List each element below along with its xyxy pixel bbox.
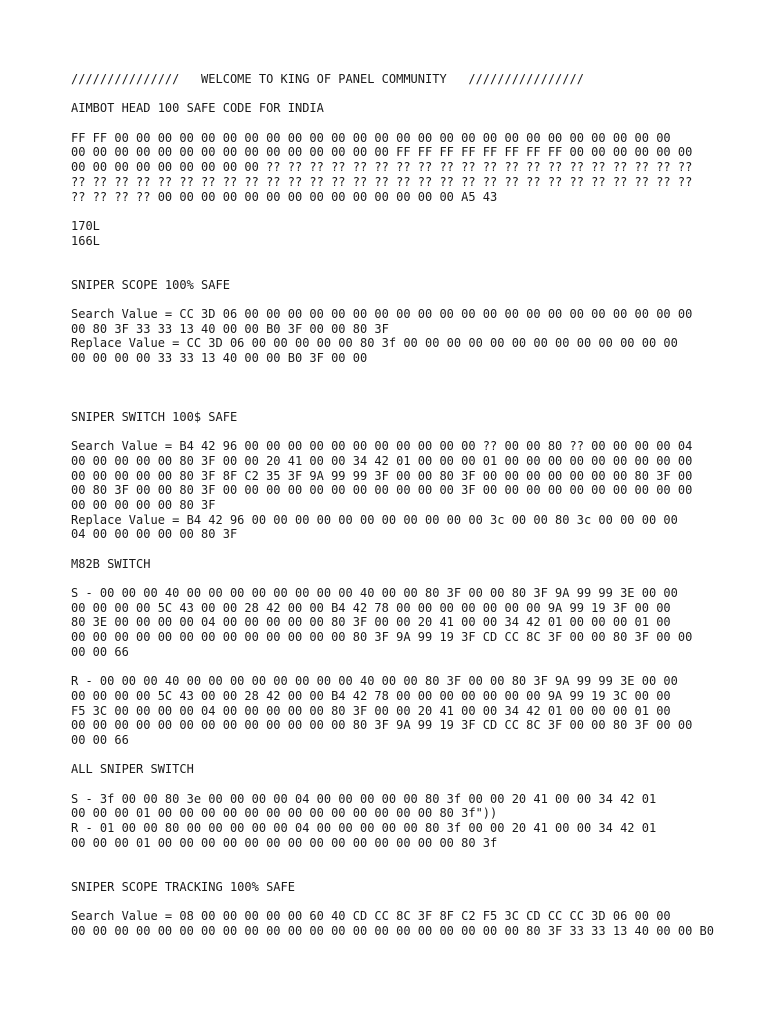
document-line: F5 3C 00 00 00 00 04 00 00 00 00 00 80 3F 00 00 20 41 00 00 34 42 01 00 00 00 01 00: [71, 703, 671, 718]
text-document: [71, 72, 751, 939]
document-line: Search Value = CC 3D 06 00 00 00 00 00 00 00 00 00 00 00 00 00 00 00 00 00 00 00 00 00: [71, 307, 693, 321]
document-line: R - 00 00 00 40 00 00 00 00 00 00 00 00 40 00 00 80 3F 00 00 80 3F 9A 99 99 3E 00 00: [71, 674, 678, 689]
document-line: [71, 87, 751, 102]
document-line: 00 00 00 00 00 00 00 00 00 00 00 00 00 00 00 FF FF FF FF FF FF FF FF 00 00 00 00 00 00: [71, 145, 693, 160]
document-line: [71, 380, 751, 395]
document-line: 00 00 00 00 00 80 3F: [71, 497, 216, 512]
document-line: SNIPER SCOPE TRACKING 100% SAFE: [71, 879, 295, 894]
document-line: Search Value = B4 42 96 00 00 00 00 00 00 00 00 00 00 00 ?? 00 00 80 ?? 00 00 00 00 04: [71, 439, 693, 454]
document-line: [71, 116, 751, 131]
document-line: 00 00 00 00 00 00 00 00 00 00 00 00 00 80 3F 9A 99 19 3F CD CC 8C 3F 00 00 80 3F 00 00: [71, 630, 693, 645]
document-line: M82B SWITCH: [71, 556, 151, 571]
document-line: [71, 865, 751, 880]
document-line: 00 00 00 01 00 00 00 00 00 00 00 00 00 00 00 00 00 00 80 3f: [71, 835, 498, 850]
document-line: [71, 248, 751, 263]
document-line: [71, 292, 751, 307]
document-line: AIMBOT HEAD 100 SAFE CODE FOR INDIA: [71, 101, 324, 116]
document-line: [71, 204, 751, 219]
document-line: S - 00 00 00 40 00 00 00 00 00 00 00 00 40 00 00 80 3F 00 00 80 3F 9A 99 99 3E 00 00: [71, 586, 678, 601]
document-line: [71, 777, 751, 792]
document-line: 00 80 3F 00 00 80 3F 00 00 00 00 00 00 00 00 00 00 00 3F 00 00 00 00 00 00 00 00 00 00: [71, 483, 693, 498]
document-line: FF FF 00 00 00 00 00 00 00 00 00 00 00 00 00 00 00 00 00 00 00 00 00 00 00 00 00 00: [71, 130, 671, 145]
document-line: 00 00 00 00 33 33 13 40 00 00 B0 3F 00 00: [71, 351, 368, 366]
document-line: [71, 542, 751, 557]
document-line: Replace Value = CC 3D 06 00 00 00 00 00 80 3f 00 00 00 00 00 00 00 00 00 00 00 00 00: [71, 336, 678, 351]
document-line: /////////////// WELCOME TO KING OF PANEL COMMUNITY ////////////////: [71, 72, 584, 86]
document-line: 00 00 00 00 5C 43 00 00 28 42 00 00 B4 42 78 00 00 00 00 00 00 00 9A 99 19 3F 00 00: [71, 600, 671, 615]
document-line: Replace Value = B4 42 96 00 00 00 00 00 00 00 00 00 00 00 3c 00 00 80 3c 00 00 00 00: [71, 512, 678, 527]
document-line: 170L: [71, 218, 100, 233]
document-line: 00 00 66: [71, 732, 129, 747]
document-line: 04 00 00 00 00 00 80 3F: [71, 527, 238, 542]
document-line: [71, 748, 751, 763]
document-line: [71, 263, 751, 278]
document-line: [71, 660, 751, 675]
document-line: SNIPER SCOPE 100% SAFE: [71, 277, 230, 292]
document-line: 00 00 00 00 5C 43 00 00 28 42 00 00 B4 42 78 00 00 00 00 00 00 00 9A 99 19 3C 00 00: [71, 688, 671, 703]
document-line: R - 01 00 00 80 00 00 00 00 00 04 00 00 00 00 00 80 3f 00 00 20 41 00 00 34 42 01: [71, 821, 657, 836]
document-line: 00 80 3F 33 33 13 40 00 00 B0 3F 00 00 80 3F: [71, 321, 389, 336]
document-line: S - 3f 00 00 80 3e 00 00 00 00 04 00 00 00 00 00 80 3f 00 00 20 41 00 00 34 42 01: [71, 791, 657, 806]
document-line: 00 00 66: [71, 644, 129, 659]
document-line: ALL SNIPER SWITCH: [71, 762, 194, 777]
document-line: ?? ?? ?? ?? 00 00 00 00 00 00 00 00 00 00 00 00 00 00 A5 43: [71, 189, 498, 204]
document-line: SNIPER SWITCH 100$ SAFE: [71, 409, 238, 424]
document-line: [71, 571, 751, 586]
document-line: 00 00 00 00 00 00 00 00 00 ?? ?? ?? ?? ?? ?? ?? ?? ?? ?? ?? ?? ?? ?? ?? ?? ?? ?? ?? ??: [71, 160, 693, 175]
document-line: Search Value = 08 00 00 00 00 00 60 40 CD CC 8C 3F 8F C2 F5 3C CD CC CC 3D 06 00 00: [71, 909, 671, 924]
document-line: [71, 895, 751, 910]
document-line: 00 00 00 00 00 80 3F 00 00 20 41 00 00 34 42 01 00 00 00 01 00 00 00 00 00 00 00 00 00: [71, 453, 693, 468]
document-line: [71, 425, 751, 440]
document-line: [71, 366, 751, 381]
document-line: 00 00 00 00 00 00 00 00 00 00 00 00 00 80 3F 9A 99 19 3F CD CC 8C 3F 00 00 80 3F 00 00: [71, 718, 693, 733]
document-line: ?? ?? ?? ?? ?? ?? ?? ?? ?? ?? ?? ?? ?? ?? ?? ?? ?? ?? ?? ?? ?? ?? ?? ?? ?? ?? ?? ?? ??: [71, 174, 693, 189]
document-line: [71, 850, 751, 865]
document-line: [71, 395, 751, 410]
document-line: 00 00 00 00 00 00 00 00 00 00 00 00 00 00 00 00 00 00 00 00 00 80 3F 33 33 13 40 00 00 B0: [71, 923, 714, 938]
document-line: 80 3E 00 00 00 00 04 00 00 00 00 00 80 3F 00 00 20 41 00 00 34 42 01 00 00 00 01 00: [71, 615, 671, 630]
document-line: 00 00 00 00 00 80 3F 8F C2 35 3F 9A 99 99 3F 00 00 80 3F 00 00 00 00 00 00 00 80 3F 00: [71, 468, 693, 483]
document-line: 166L: [71, 233, 100, 248]
document-line: 00 00 00 01 00 00 00 00 00 00 00 00 00 00 00 00 00 80 3f")): [71, 806, 498, 821]
